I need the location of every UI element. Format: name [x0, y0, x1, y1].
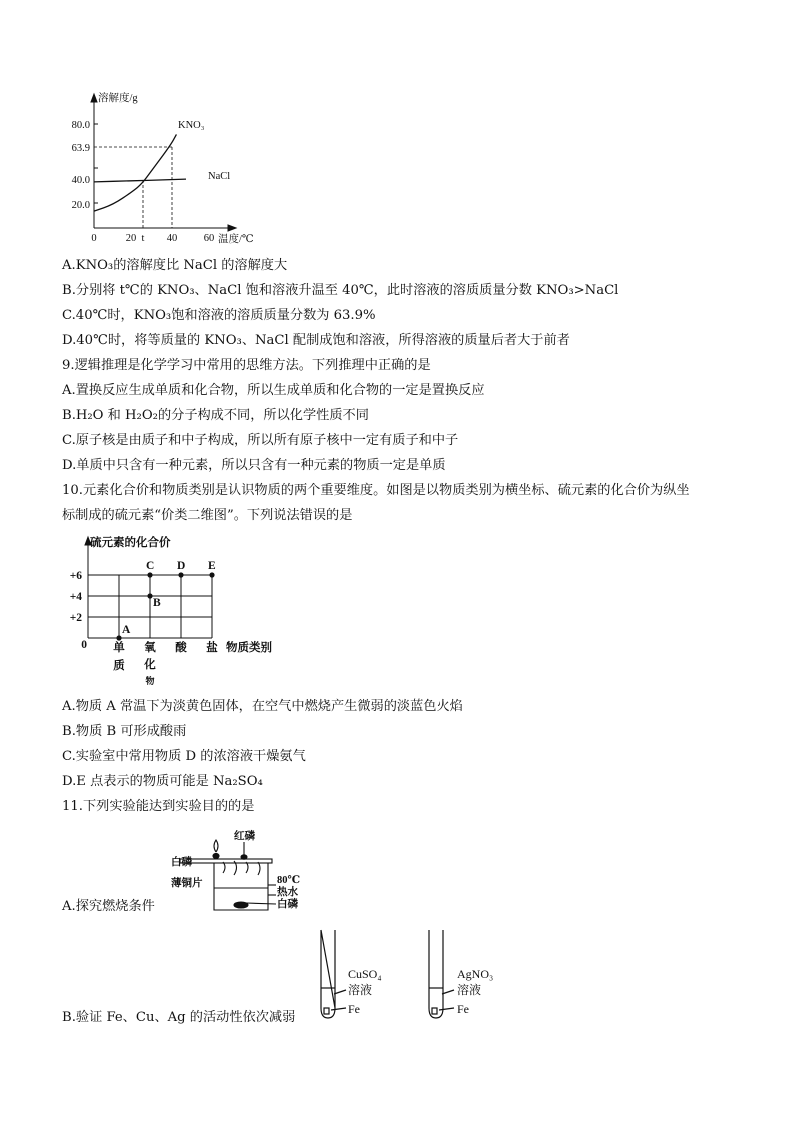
cat-oxide-1: 氧: [144, 642, 156, 654]
combustion-apparatus: [168, 828, 300, 918]
tick-zero: 0: [81, 639, 87, 651]
q8-option-b: B.分别将 t℃的 KNO₃、NaCl 饱和溶液升温至 40℃，此时溶液的溶质质量分数 KNO₃>NaCl: [62, 283, 619, 298]
y-tick-40: 40.0: [71, 175, 90, 186]
label-copper-plate: 薄铜片: [171, 878, 203, 889]
tube-2: [429, 930, 443, 1018]
y-tick-63.9: 63.9: [71, 143, 90, 154]
tick-plus4: +4: [69, 591, 82, 603]
point-c: [147, 572, 152, 577]
cat-acid: 酸: [175, 642, 187, 654]
kno3-label: KNO₃: [178, 120, 205, 131]
q10-stem-line2: 标制成的硫元素“价类二维图”。下列说法错误的是: [62, 508, 353, 523]
label-solution-2: 溶液: [457, 983, 482, 997]
q9-stem: 9.逻辑推理是化学学习中常用的思维方法。下列推理中正确的是: [62, 358, 431, 373]
kno3-curve: [94, 134, 176, 211]
q9-option-b: B.H₂O 和 H₂O₂的分子构成不同，所以化学性质不同: [62, 408, 369, 423]
nacl-label: NaCl: [208, 171, 231, 182]
point-d: [178, 572, 183, 577]
label-temperature: 80℃: [277, 875, 300, 886]
red-phosphorus: [241, 855, 247, 859]
nacl-curve: [94, 179, 186, 182]
cat-element-1: 单: [113, 642, 125, 654]
q10-stem-line1: 10.元素化合价和物质类别是认识物质的两个重要维度。如图是以物质类别为横坐标、硫元素的化合价为纵坐: [62, 483, 690, 498]
q11-stem: 11.下列实验能达到实验目的的是: [62, 799, 255, 814]
q9-option-d: D.单质中只含有一种元素，所以只含有一种元素的物质一定是单质: [62, 458, 446, 473]
x-tick-40: 40: [166, 233, 178, 244]
label-white-phosphorus-2: 白磷: [277, 899, 298, 910]
metal-activity-test-tubes: [312, 926, 512, 1026]
iron-2: [432, 1008, 437, 1014]
q8-option-d: D.40℃时，将等质量的 KNO₃、NaCl 配制成饱和溶液，所得溶液的质量后者大于前者: [62, 333, 570, 348]
label-e: E: [208, 560, 216, 572]
y-axis-label: 溶解度/g: [98, 93, 138, 104]
label-agno3: AgNO₃: [457, 967, 494, 981]
iron-1: [324, 1008, 329, 1014]
label-d: D: [177, 560, 186, 572]
point-a: [116, 635, 121, 640]
q11-option-a: A.探究燃烧条件: [62, 899, 155, 914]
label-c: C: [146, 560, 155, 572]
x-axis-label: 物质类别: [226, 642, 272, 654]
q8-option-a: A.KNO₃的溶解度比 NaCl 的溶解度大: [62, 258, 288, 273]
label-red-phosphorus: 红磷: [234, 831, 255, 842]
label-fe-2: Fe: [457, 1002, 469, 1016]
q9-option-c: C.原子核是由质子和中子构成，所以所有原子核中一定有质子和中子: [62, 433, 459, 448]
tick-plus2: +2: [69, 612, 82, 624]
y-tick-80: 80.0: [71, 120, 90, 131]
q11-option-b: B.验证 Fe、Cu、Ag 的活动性依次减弱: [62, 1010, 296, 1025]
valence-class-diagram: [60, 533, 290, 693]
point-b: [147, 593, 152, 598]
label-a: A: [122, 624, 131, 636]
cat-oxide-2: 化: [144, 659, 156, 671]
x-tick-60: 60: [203, 233, 215, 244]
label-solution-1: 溶液: [348, 983, 373, 997]
q9-option-a: A.置换反应生成单质和化合物，所以生成单质和化合物的一定是置换反应: [62, 383, 485, 398]
label-cuso4: CuSO₄: [348, 967, 382, 981]
q10-option-a: A.物质 A 常温下为淡黄色固体，在空气中燃烧产生微弱的淡蓝色火焰: [62, 699, 463, 714]
cat-element-2: 质: [113, 660, 125, 672]
white-phosphorus-bottom: [234, 902, 248, 908]
label-fe-1: Fe: [348, 1002, 360, 1016]
x-tick-20: 20: [125, 233, 137, 244]
q10-option-b: B.物质 B 可形成酸雨: [62, 724, 187, 739]
cat-oxide-3: 物: [145, 676, 155, 686]
x-tick-t: t: [141, 233, 145, 244]
point-e: [209, 572, 214, 577]
q10-option-d: D.E 点表示的物质可能是 Na₂SO₄: [62, 774, 263, 789]
label-hot-water: 热水: [277, 887, 298, 898]
cat-salt: 盐: [206, 642, 218, 654]
tube-1: [321, 930, 335, 1018]
y-axis-label: 硫元素的化合价: [90, 537, 171, 549]
tick-plus6: +6: [69, 570, 82, 582]
x-tick-0: 0: [91, 233, 97, 244]
y-tick-20: 20.0: [71, 200, 90, 211]
label-b: B: [153, 597, 161, 609]
q10-option-c: C.实验室中常用物质 D 的浓溶液干燥氨气: [62, 749, 306, 764]
solubility-chart: [62, 88, 272, 250]
x-axis-label: 温度/℃: [218, 234, 254, 245]
q8-option-c: C.40℃时，KNO₃饱和溶液的溶质质量分数为 63.9%: [62, 308, 376, 323]
white-phosphorus-top: [213, 853, 219, 858]
label-white-phosphorus: 白磷: [171, 857, 192, 868]
